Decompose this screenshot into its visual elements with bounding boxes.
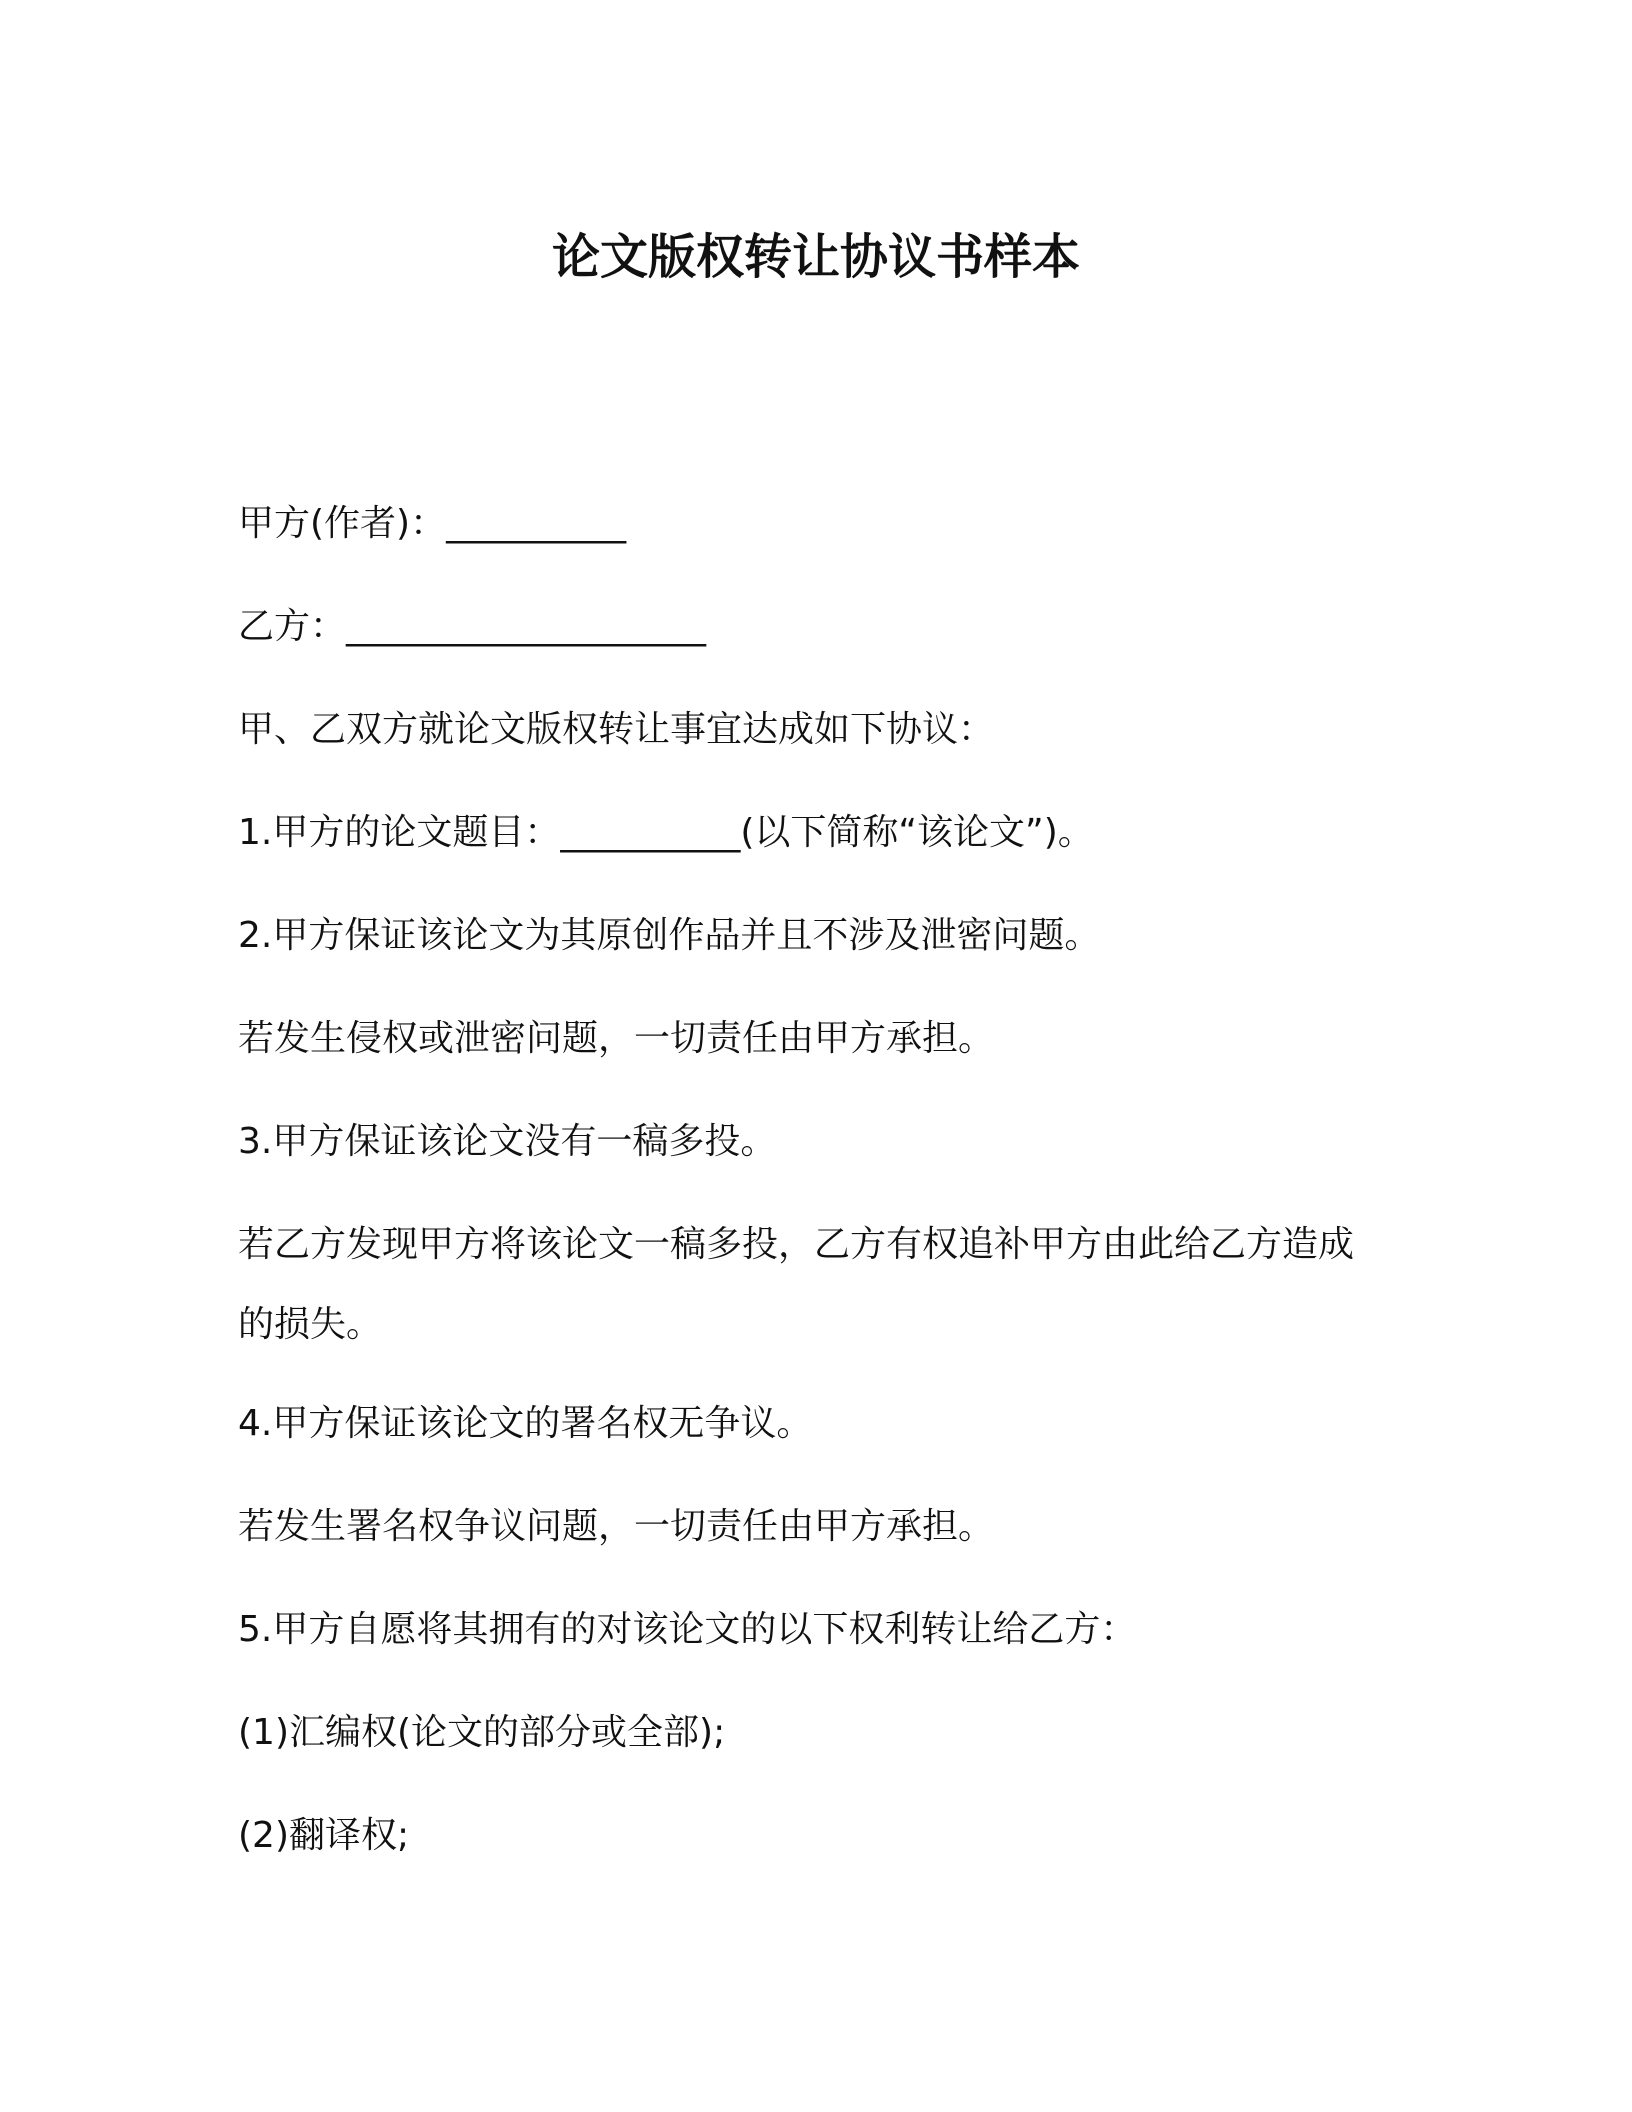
clause-2-detail: 若发生侵权或泄密问题，一切责任由甲方承担。 [238,1018,995,1059]
clause-3-detail: 若乙方发现甲方将该论文一稿多投，乙方有权追补甲方由此给乙方造成的损失。 [238,1224,1355,1345]
clause-3: 3.甲方保证该论文没有一稿多投。 [238,1121,777,1162]
clause-4: 4.甲方保证该论文的署名权无争议。 [238,1403,813,1444]
party-b-line: 乙方：____________________ [238,606,707,647]
clause-5-item-2: (2)翻译权; [238,1815,410,1856]
clause-1: 1.甲方的论文题目：__________(以下简称“该论文”)。 [238,812,1094,853]
clause-5-item-1: (1)汇编权(论文的部分或全部); [238,1712,726,1753]
clause-5: 5.甲方自愿将其拥有的对该论文的以下权利转让给乙方： [238,1609,1137,1650]
party-a-line: 甲方(作者)：__________ [238,503,627,544]
clause-4-detail: 若发生署名权争议问题，一切责任由甲方承担。 [238,1506,995,1547]
agreement-intro: 甲、乙双方就论文版权转让事宜达成如下协议： [238,709,995,750]
clause-2: 2.甲方保证该论文为其原创作品并且不涉及泄密问题。 [238,915,1101,956]
document-title: 论文版权转让协议书样本 [551,229,1080,285]
